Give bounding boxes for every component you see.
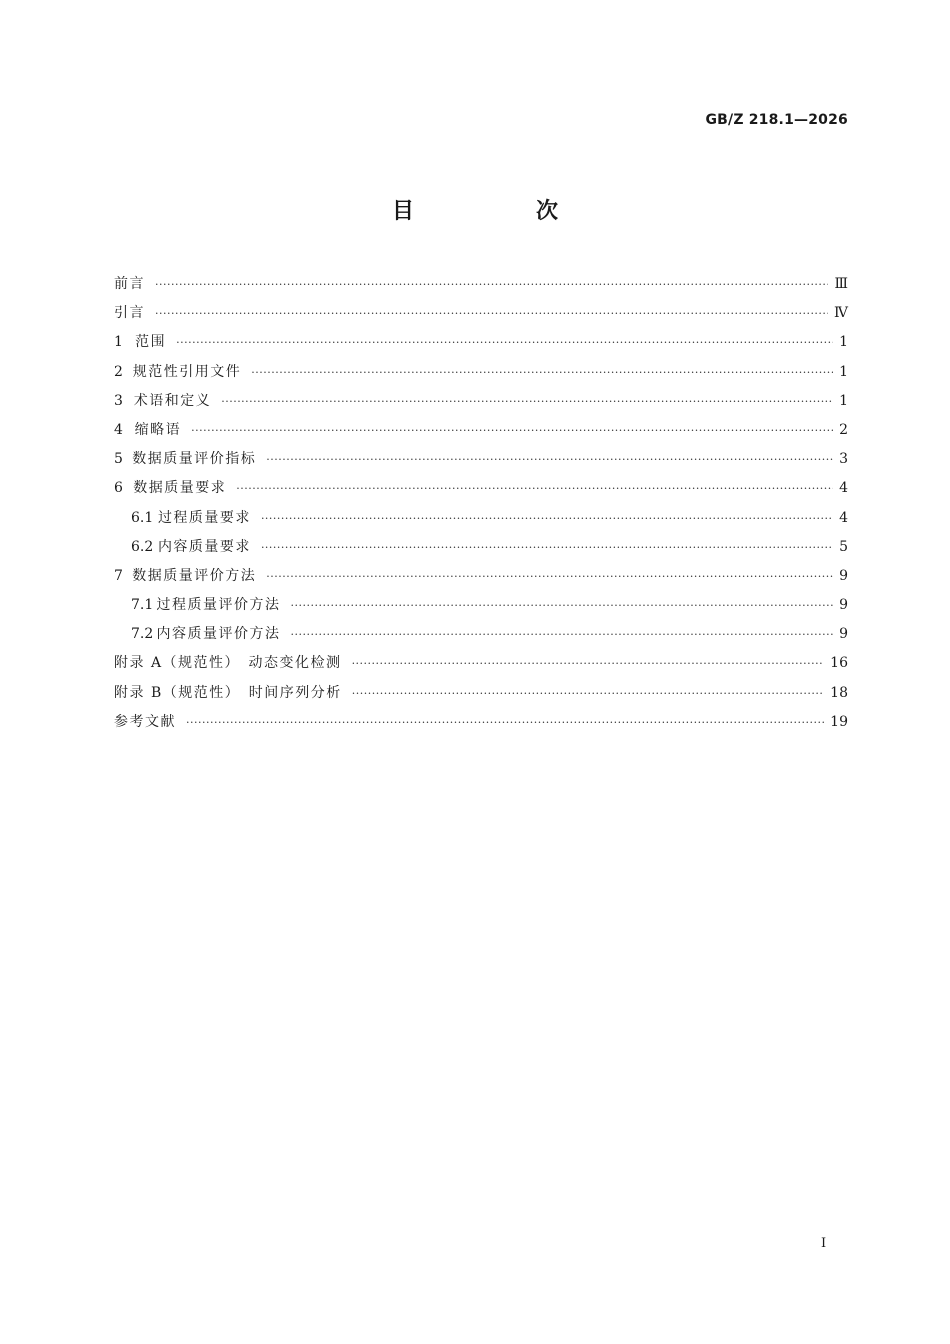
toc-entry-title: 数据质量评价指标 — [132, 451, 257, 468]
toc-dot-leader — [155, 299, 828, 328]
toc-entry-title: 内容质量要求 — [157, 538, 251, 555]
toc-entry-page: 4 — [839, 509, 848, 526]
toc-entry[interactable] — [114, 270, 848, 299]
toc-entry-page: Ⅲ — [834, 276, 848, 292]
toc-dot-leader — [155, 270, 828, 299]
toc-dot-leader — [236, 474, 833, 503]
toc-entry-title: 过程质量评价方法 — [156, 597, 281, 614]
toc-entry-page: 1 — [839, 334, 848, 351]
toc-entry-title: 缩略语 — [134, 421, 182, 438]
toc-dot-leader — [186, 708, 824, 737]
toc-dot-leader — [261, 533, 833, 562]
toc-entry-number: 1 — [114, 334, 123, 351]
toc-dot-leader — [352, 649, 825, 678]
toc-entry-number: 7.1 — [131, 597, 154, 614]
toc-entry-page: 1 — [839, 363, 848, 380]
toc-entry[interactable] — [114, 474, 848, 503]
toc-entry[interactable] — [114, 708, 848, 737]
toc-entry[interactable] — [114, 416, 848, 445]
toc-entry[interactable] — [114, 504, 848, 533]
toc-entry[interactable] — [114, 328, 848, 357]
toc-dot-leader — [291, 620, 834, 649]
toc-entry[interactable] — [114, 620, 848, 649]
toc-entry-page: 9 — [839, 597, 848, 614]
table-of-contents — [114, 270, 848, 737]
toc-entry[interactable] — [114, 591, 848, 620]
standard-code: GB/Z 218.1—2026 — [705, 112, 848, 128]
toc-entry-number: 4 — [114, 421, 123, 438]
toc-entry-title: 附录 B（规范性） 时间序列分析 — [114, 684, 342, 701]
toc-entry-number: 7.2 — [131, 626, 154, 643]
toc-entry[interactable] — [114, 387, 848, 416]
toc-entry-page: 9 — [839, 567, 848, 584]
toc-entry-title: 参考文献 — [114, 713, 176, 730]
page-title: 目 次 — [391, 199, 608, 224]
toc-entry-page: 18 — [830, 684, 848, 701]
toc-entry-title: 过程质量要求 — [157, 509, 251, 526]
toc-dot-leader — [176, 328, 833, 357]
toc-dot-leader — [291, 591, 834, 620]
toc-entry-number: 6.1 — [131, 509, 154, 526]
toc-entry-title: 规范性引用文件 — [132, 363, 242, 380]
toc-entry-number: 5 — [114, 451, 123, 468]
toc-dot-leader — [266, 445, 833, 474]
toc-dot-leader — [352, 679, 824, 708]
toc-entry-title: 范围 — [135, 334, 167, 351]
toc-entry-title: 内容质量评价方法 — [156, 626, 281, 643]
toc-entry-page: 2 — [839, 421, 848, 438]
toc-entry-page: Ⅳ — [834, 305, 848, 322]
toc-entry-title: 术语和定义 — [133, 392, 212, 409]
toc-entry-title: 数据质量要求 — [133, 480, 227, 497]
toc-entry-title: 数据质量评价方法 — [132, 567, 257, 584]
toc-entry[interactable] — [114, 679, 848, 708]
toc-dot-leader — [221, 387, 833, 416]
toc-entry-page: 16 — [830, 655, 848, 672]
page-number: Ⅰ — [821, 1236, 827, 1251]
toc-entry-title: 附录 A（规范性） 动态变化检测 — [114, 655, 342, 672]
toc-entry-title: 引言 — [114, 305, 145, 322]
toc-entry[interactable] — [114, 562, 848, 591]
toc-entry-page: 3 — [839, 451, 848, 468]
toc-entry[interactable] — [114, 445, 848, 474]
toc-dot-leader — [191, 416, 833, 445]
toc-entry-number: 6 — [114, 480, 123, 497]
toc-entry-title: 前言 — [114, 276, 145, 292]
toc-entry-page: 1 — [839, 392, 848, 409]
toc-entry[interactable] — [114, 649, 848, 678]
toc-entry-page: 9 — [839, 626, 848, 643]
toc-entry-number: 7 — [114, 567, 123, 584]
toc-entry-number: 3 — [114, 392, 123, 409]
toc-entry-number: 2 — [114, 363, 123, 380]
toc-entry-page: 4 — [839, 480, 848, 497]
toc-entry[interactable] — [114, 533, 848, 562]
toc-dot-leader — [251, 358, 833, 387]
toc-entry-page: 5 — [839, 538, 848, 555]
toc-entry[interactable] — [114, 358, 848, 387]
toc-entry[interactable] — [114, 299, 848, 328]
toc-dot-leader — [266, 562, 833, 591]
toc-dot-leader — [261, 504, 833, 533]
toc-entry-number: 6.2 — [131, 538, 154, 555]
toc-entry-page: 19 — [830, 713, 848, 730]
